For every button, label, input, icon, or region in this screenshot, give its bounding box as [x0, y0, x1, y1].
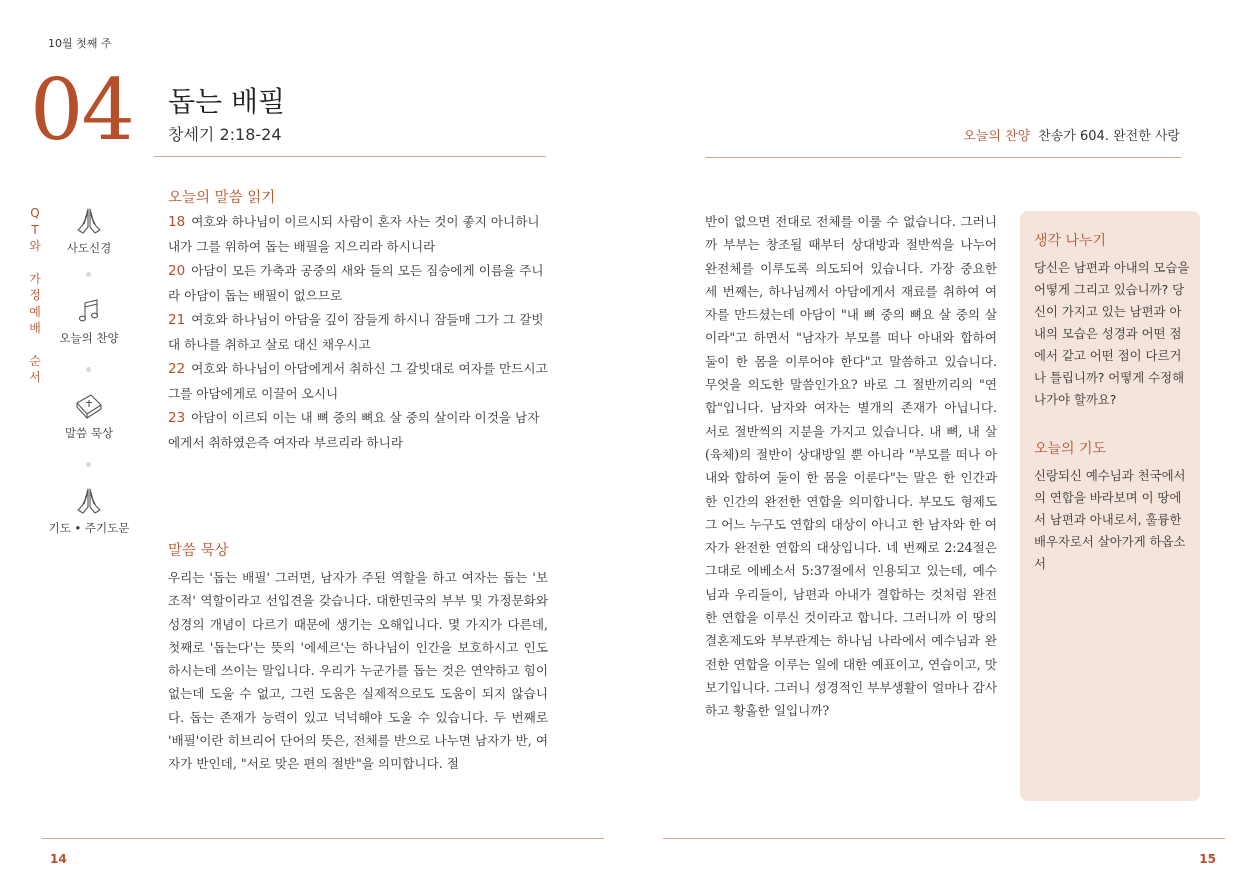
side-label-char: 가	[29, 271, 41, 286]
side-label-char: T	[31, 222, 39, 237]
meditation-heading: 말씀 묵상	[168, 543, 229, 559]
verse	[168, 308, 548, 357]
sidebar-item-prayer	[39, 486, 139, 536]
meditation-text-right: 반이 없으면 전대로 전체를 이룰 수 없습니다. 그러니까 부부는 창조될 때부터 상대방과 절반씩을 나누어 완전체를 이루도록 의도되어 있습니다. 가장 중요한 세 번째는, 하나님께서 아담에게서 재료를 취하여 여자를 만드셨는데 아담이 "내 뼈 중의 뼈요 살 중의 살이라"고 하면서 "남자가 부모를 떠나 아내와 합하여 둘이 한 몸을 이루어야 한다"고 말씀하고 있습니다. 무엇을 의도한 말씀인가요? 바로 그 절반끼리의 "연합"입니다. 남자와 여자는 별개의 존재가 아닙니다. 서로 절반씩의 지분을 가지고 있습니다. 내 뼈, 내 살(육체)의 절반이 상대방일 뿐 아니라 "부모를 떠나 아내와 합하여 둘이 한 몸을 이룬다"는 말은 한 인간과 한 인간의 완전한 연합을 의미합니다. 부모도 형제도 그 어느 누구도 연합의 대상이 아니고 한 남자와 한 여자가 완전한 연합의 대상입니다. 네 번째로 2:24절은 그대로 에베소서 5:37절에서 인용되고 있는데, 예수님과 우리들이, 남편과 아내가 결합하는 것처럼 완전한 연합을 이루신 것이라고 합니다. 그러니까 이 땅의 결혼제도와 부부관계는 하나님 나라에서 예수님과 완전한 연합을 이루는 일에 대한 예표이고, 연습이고, 맛보기입니다. 그러니 성경적인 부부생활이 얼마나 감사하고 황홀한 일입니까?	[705, 214, 997, 719]
verse	[168, 357, 548, 406]
header-divider-right	[706, 157, 1181, 158]
share-heading: 생각 나누기	[1034, 233, 1107, 249]
footer-divider-right	[663, 838, 1225, 839]
sidebar-item-meditation	[39, 391, 139, 441]
sidebar-item-label: 기도 • 주기도문	[48, 521, 130, 535]
verse	[168, 259, 548, 308]
sidebar-item-creed	[39, 206, 139, 256]
page-number-right: 15	[1199, 852, 1216, 866]
side-label-char: 순	[29, 353, 41, 368]
verse	[168, 406, 548, 455]
reflection-box	[1020, 211, 1200, 801]
bible-icon	[74, 391, 104, 421]
verse-text: 여호와 하나님이 아담에게서 취하신 그 갈빗대로 여자를 만드시고 그를 아담에게로 이끌어 오시니	[168, 361, 548, 401]
sidebar-item-label: 오늘의 찬양	[59, 331, 119, 345]
verse-text: 여호와 하나님이 아담을 깊이 잠들게 하시니 잠들매 그가 그 갈빗대 하나를 취하고 살로 대신 채우시고	[168, 312, 544, 352]
verse-text: 아담이 이르되 이는 내 뼈 중의 뼈요 살 중의 살이라 이것을 남자에게서 취하였은즉 여자라 부르리라 하니라	[168, 410, 540, 450]
hymn-info	[963, 125, 1180, 144]
reading-heading: 오늘의 말씀 읽기	[168, 190, 276, 206]
side-label-char: 와	[29, 239, 41, 253]
verse-number: 21	[168, 312, 186, 328]
verse-number: 18	[168, 214, 186, 230]
side-label-char: Q	[30, 206, 40, 220]
sidebar-item-hymn	[39, 296, 139, 346]
verse-text: 아담이 모든 가축과 공중의 새와 들의 모든 짐승에게 이름을 주니라 아담이 돕는 배필이 없으므로	[168, 263, 544, 303]
side-label-gap	[28, 255, 42, 271]
verse-number: 20	[168, 263, 186, 279]
lesson-number: 04	[30, 61, 133, 159]
side-label-char: 정	[29, 288, 41, 302]
prayer-heading: 오늘의 기도	[1034, 441, 1107, 457]
meditation-text-left: 우리는 '돕는 배필' 그러면, 남자가 주된 역할을 하고 여자는 돕는 '보조적' 역할이라고 선입견을 갖습니다. 대한민국의 부부 및 가정문화와 성경의 개념이 다르기 때문에 생기는 오해입니다. 몇 가지가 다른데, 첫째로 '돕는다'는 뜻의 '에세르'는 하나님이 인간을 보호하시고 인도하시는데 쓰이는 말입니다. 우리가 누군가를 돕는 것은 연약하고 힘이 없는데 도울 수 없고, 그런 도움은 실제적으로도 도움이 되지 않습니다. 돕는 존재가 능력이 있고 넉넉해야 도울 수 있습니다. 두 번째로 '배필'이란 히브리어 단어의 뜻은, 전체를 반으로 나누면 남자가 반, 여자가 반인데, "서로 맞은 편의 절반"을 의미합니다. 절	[168, 570, 548, 772]
side-label-char: 예	[29, 304, 41, 319]
header-divider-left	[154, 156, 546, 157]
footer-divider-left	[42, 838, 604, 839]
bible-reading	[168, 210, 548, 455]
verse-number: 23	[168, 410, 186, 426]
scripture-reference: 창세기 2:18-24	[168, 125, 282, 144]
hymn-title: 찬송가 604. 완전한 사랑	[1038, 129, 1180, 144]
share-text: 당신은 남편과 아내의 모습을 어떻게 그리고 있습니까? 당신이 가지고 있는 남편과 아내의 모습은 성경과 어떤 점에서 같고 어떤 점이 다르거나 틀립니까? 어떻게 수정해 나가야 할까요?	[1034, 260, 1190, 407]
sidebar-item-label: 말씀 묵상	[64, 426, 114, 440]
sidebar-item-label: 사도신경	[66, 241, 112, 255]
sidebar-dot	[86, 272, 91, 277]
side-label-char: 서	[29, 370, 41, 384]
praying-hands-icon	[74, 206, 104, 236]
page-number-left: 14	[50, 852, 67, 866]
verse-number: 22	[168, 361, 186, 377]
sidebar-dot	[86, 462, 91, 467]
praying-hands-icon	[74, 486, 104, 516]
verse	[168, 210, 548, 259]
prayer-text: 신랑되신 예수님과 천국에서의 연합을 바라보며 이 땅에서 남편과 아내로서, 훌륭한 배우자로서 살아가게 하옵소서	[1034, 468, 1186, 571]
hymn-label: 오늘의 찬양	[963, 129, 1031, 144]
sidebar-dot	[86, 367, 91, 372]
verse-text: 여호와 하나님이 이르시되 사람이 혼자 사는 것이 좋지 아니하니 내가 그를 위하여 돕는 배필을 지으리라 하시니라	[168, 214, 540, 254]
page-title: 돕는 배필	[168, 85, 286, 118]
side-label-char: 배	[29, 321, 41, 335]
week-label: 10월 첫째 주	[48, 37, 112, 50]
music-note-icon	[74, 296, 104, 326]
